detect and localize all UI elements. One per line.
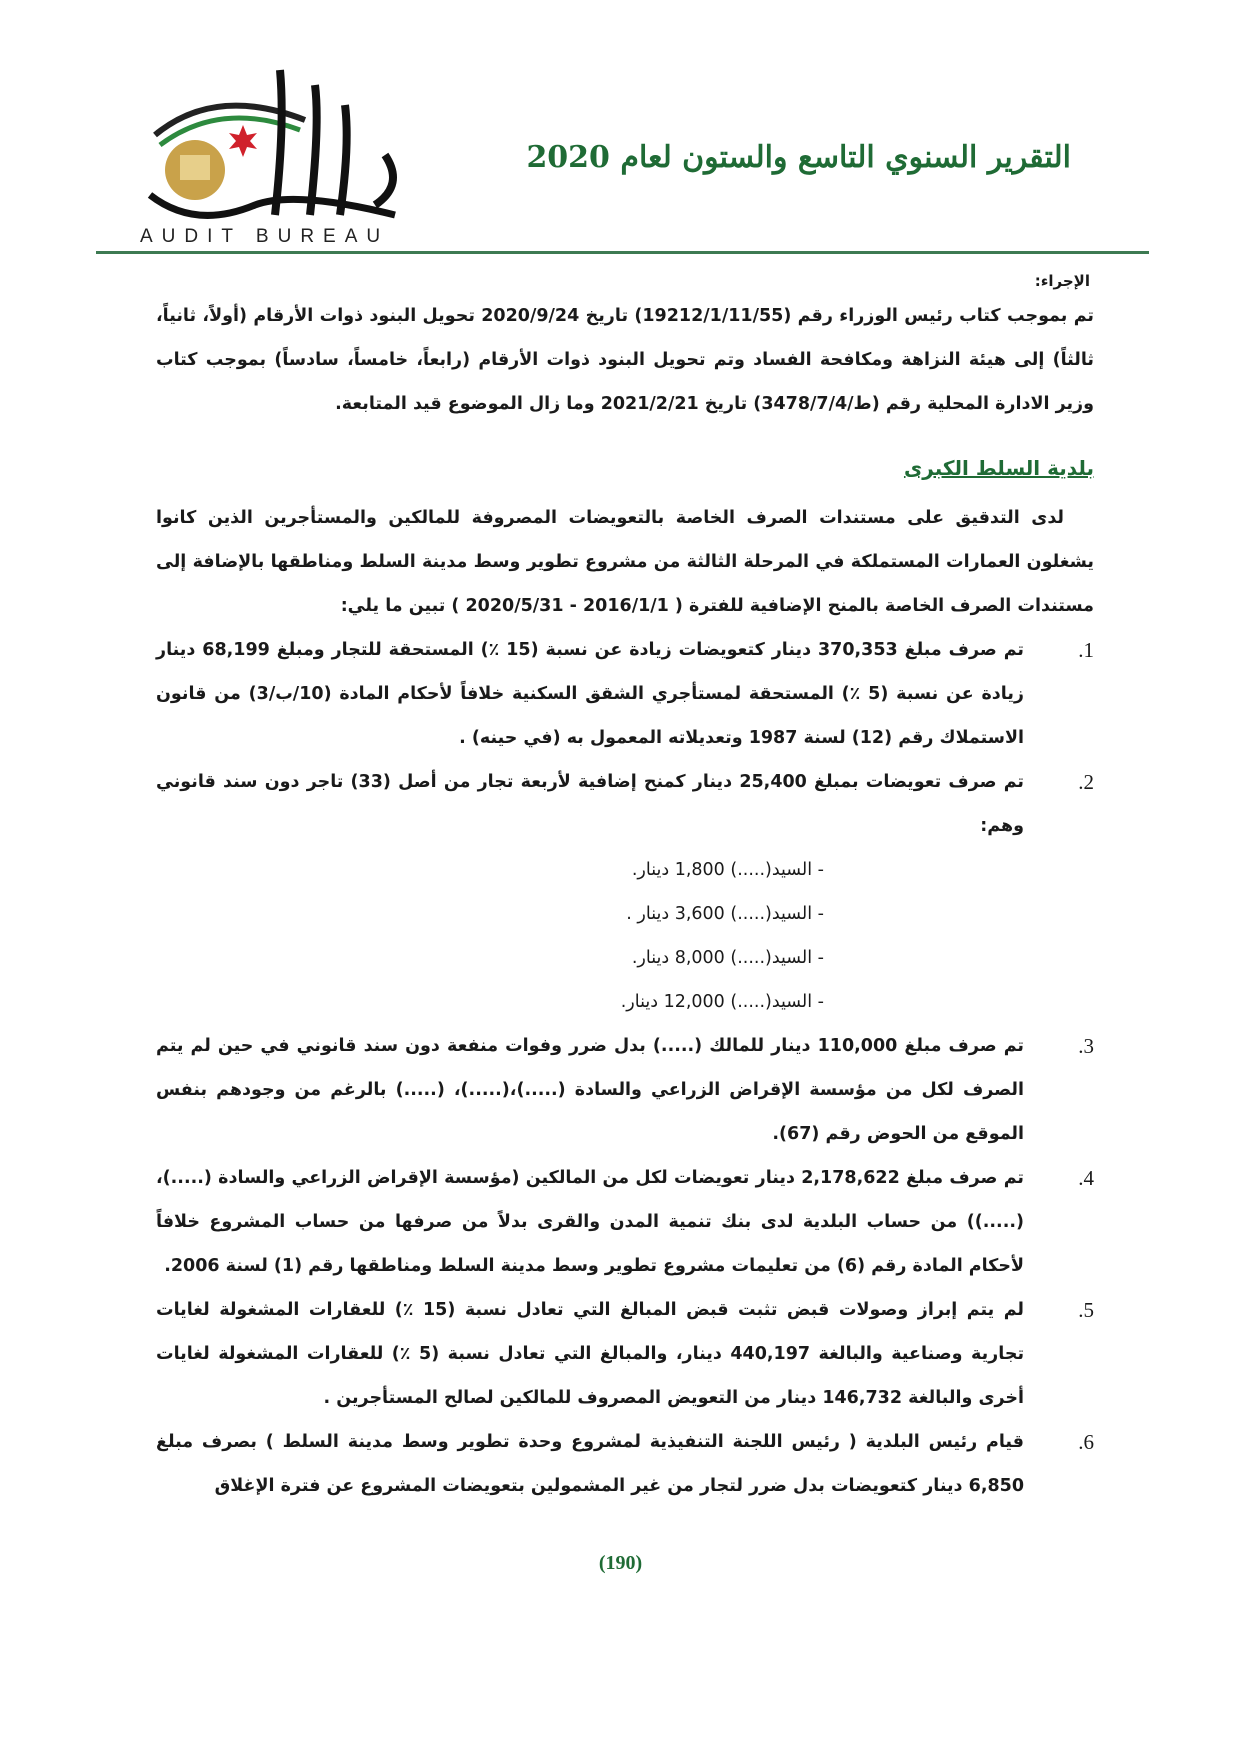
report-title: التقرير السنوي التاسع والستون لعام 2020 — [526, 140, 1071, 175]
section-heading: بلدية السلط الكبرى — [903, 456, 1094, 480]
list-item — [156, 628, 1094, 760]
section-intro: لدى التدقيق على مستندات الصرف الخاصة بالتعويضات المصروفة للمالكين والمستأجرين الذين كانوا يشغلون العمارات المستملكة في المرحلة الثالثة من مشروع تطوير وسط مدينة السلط ومناطقها بالإضافة إلى مستندات الصرف الخاصة بالمنح الإضافية للفترة ( 2016/1/1 - 2020/5/31 ) تبين ما يلي: — [156, 508, 1094, 616]
item-text: تم صرف تعويضات بمبلغ 25,400 دينار كمنح إضافية لأربعة تجار من أصل (33) تاجر دون سند قانوني وهم: — [156, 772, 1024, 836]
item-text: تم صرف مبلغ 2,178,622 دينار تعويضات لكل من المالكين (مؤسسة الإقراض الزراعي والسادة (.....)،(.....)) من حساب البلدية لدى بنك تنمية المدن والقرى بدلاً من صرفها من حساب المشروع خلافاً لأحكام المادة رقم (6) من تعليمات مشروع تطوير وسط مدينة السلط ومناطقها رقم (1) لسنة 2006. — [156, 1168, 1024, 1276]
item-number: 6. — [1078, 1430, 1094, 1454]
sub-item: - السيد(.....) 8,000 دينار. — [631, 948, 824, 968]
item-text: قيام رئيس البلدية ( رئيس اللجنة التنفيذية لمشروع وحدة تطوير وسط مدينة السلط ) بصرف مبلغ 6,850 دينار كتعويضات بدل ضرر لتجار من غير المشمولين بتعويضات المشروع عن فترة الإغلاق — [156, 1432, 1024, 1496]
item-text: تم صرف مبلغ 110,000 دينار للمالك (.....) بدل ضرر وفوات منفعة دون سند قانوني في حين لم يتم الصرف لكل من مؤسسة الإقراض الزراعي والسادة (.....)،(.....)، (.....) بالرغم من وجودهم بنفس الموقع من الحوض رقم (67). — [156, 1036, 1025, 1144]
item-text: لم يتم إبراز وصولات قبض تثبت قبض المبالغ التي تعادل نسبة (15 ٪) للعقارات المشغولة لغايات تجارية وصناعية والبالغة 440,197 دينار، والمبالغ التي تعادل نسبة (5 ٪) للعقارات المشغولة لغايات أخرى والبالغة 146,732 دينار من التعويض المصروف للمالكين لصالح المستأجرين . — [156, 1300, 1025, 1408]
sub-item: - السيد(.....) 1,800 دينار. — [631, 860, 824, 880]
list-item — [156, 1024, 1094, 1156]
item-number: 1. — [1078, 638, 1094, 662]
procedure-text: تم بموجب كتاب رئيس الوزراء رقم (19212/1/11/55) تاريخ 2020/9/24 تحويل البنود ذوات الأرقام (أولاً، ثانياً، ثالثاً) إلى هيئة النزاهة ومكافحة الفساد وتم تحويل البنود ذوات الأرقام (رابعاً، خامساً، سادساً) بموجب كتاب وزير الادارة المحلية رقم (ط/3478/7/4) تاريخ 2021/2/21 وما زال الموضوع قيد المتابعة. — [156, 306, 1094, 414]
sub-list — [156, 848, 1024, 1024]
procedure-label: الإجراء: — [1034, 272, 1090, 290]
page-number: (190) — [598, 1552, 643, 1574]
item-text: تم صرف مبلغ 370,353 دينار كتعويضات زيادة عن نسبة (15 ٪) المستحقة للتجار ومبلغ 68,199 دينار زيادة عن نسبة (5 ٪) المستحقة لمستأجري الشقق السكنية خلافاً لأحكام المادة (10/ب/3) من قانون الاستملاك رقم (12) لسنة 1987 وتعديلاته المعمول به (في حينه) . — [156, 640, 1024, 748]
list-item — [156, 1420, 1094, 1508]
sub-item: - السيد(.....) 12,000 دينار. — [620, 992, 824, 1012]
logo-english-text: AUDIT BUREAU — [140, 226, 390, 247]
list-item — [156, 1288, 1094, 1420]
findings-list — [156, 628, 1094, 1508]
item-number: 2. — [1078, 770, 1094, 794]
document-body — [156, 268, 1094, 1508]
list-item — [156, 1156, 1094, 1288]
audit-bureau-logo — [135, 65, 415, 250]
star-icon — [229, 125, 257, 157]
item-number: 4. — [1078, 1166, 1094, 1190]
header-divider — [96, 251, 1149, 254]
list-item — [156, 760, 1094, 1024]
sub-item: - السيد(.....) 3,600 دينار . — [626, 904, 824, 924]
item-number: 5. — [1078, 1298, 1094, 1322]
item-number: 3. — [1078, 1034, 1094, 1058]
